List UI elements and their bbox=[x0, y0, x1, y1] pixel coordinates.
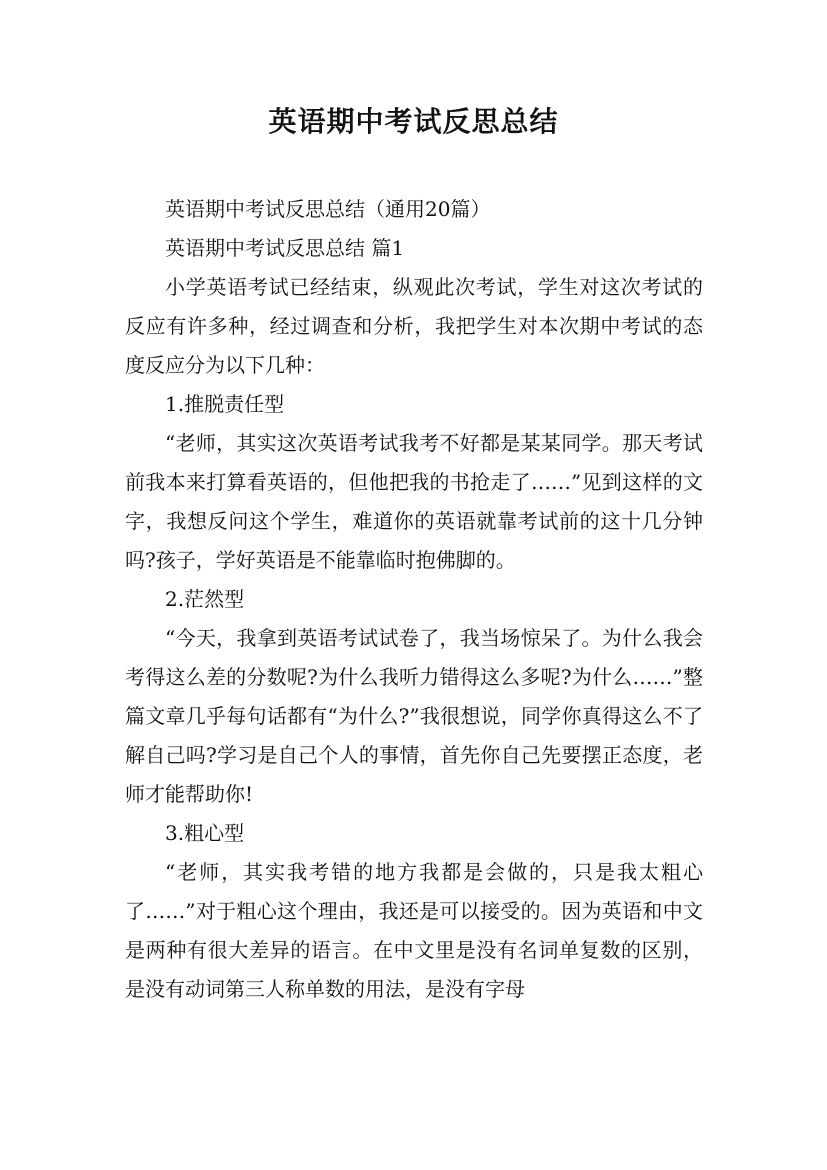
paragraph-type-2: “今天，我拿到英语考试试卷了，我当场惊呆了。为什么我会考得这么差的分数呢?为什么我听力错得这么多呢?为什么……”整篇文章几乎每句话都有“为什么?”我很想说，同学你真得这么不了解自己吗?学习是自己个人的事情，首先你自己先要摆正态度，老师才能帮助你! bbox=[125, 626, 703, 806]
heading-type-3: 3.粗心型 bbox=[165, 821, 245, 845]
document-subtitle: 英语期中考试反思总结（通用20篇） bbox=[165, 197, 491, 221]
document-body bbox=[125, 190, 703, 1009]
paragraph-intro: 小学英语考试已经结束，纵观此次考试，学生对这次考试的反应有许多种，经过调查和分析，我把学生对本次期中考试的态度反应分为以下几种： bbox=[125, 275, 703, 377]
heading-type-2: 2.茫然型 bbox=[165, 587, 245, 611]
heading-type-1: 1.推脱责任型 bbox=[165, 392, 285, 416]
paragraph-type-3: “老师，其实我考错的地方我都是会做的，只是我太粗心了……”对于粗心这个理由，我还是可以接受的。因为英语和中文是两种有很大差异的语言。在中文里是没有名词单复数的区别，是没有动词第三人称单数的用法，是没有字母 bbox=[125, 860, 703, 1001]
document-title: 英语期中考试反思总结 bbox=[268, 105, 559, 138]
paragraph-type-1: “老师，其实这次英语考试我考不好都是某某同学。那天考试前我本来打算看英语的，但他把我的书抢走了……”见到这样的文字，我想反问这个学生，难道你的英语就靠考试前的这十几分钟吗?孩子，学好英语是不能靠临时抱佛脚的。 bbox=[125, 431, 703, 572]
section-heading: 英语期中考试反思总结 篇1 bbox=[165, 236, 405, 260]
